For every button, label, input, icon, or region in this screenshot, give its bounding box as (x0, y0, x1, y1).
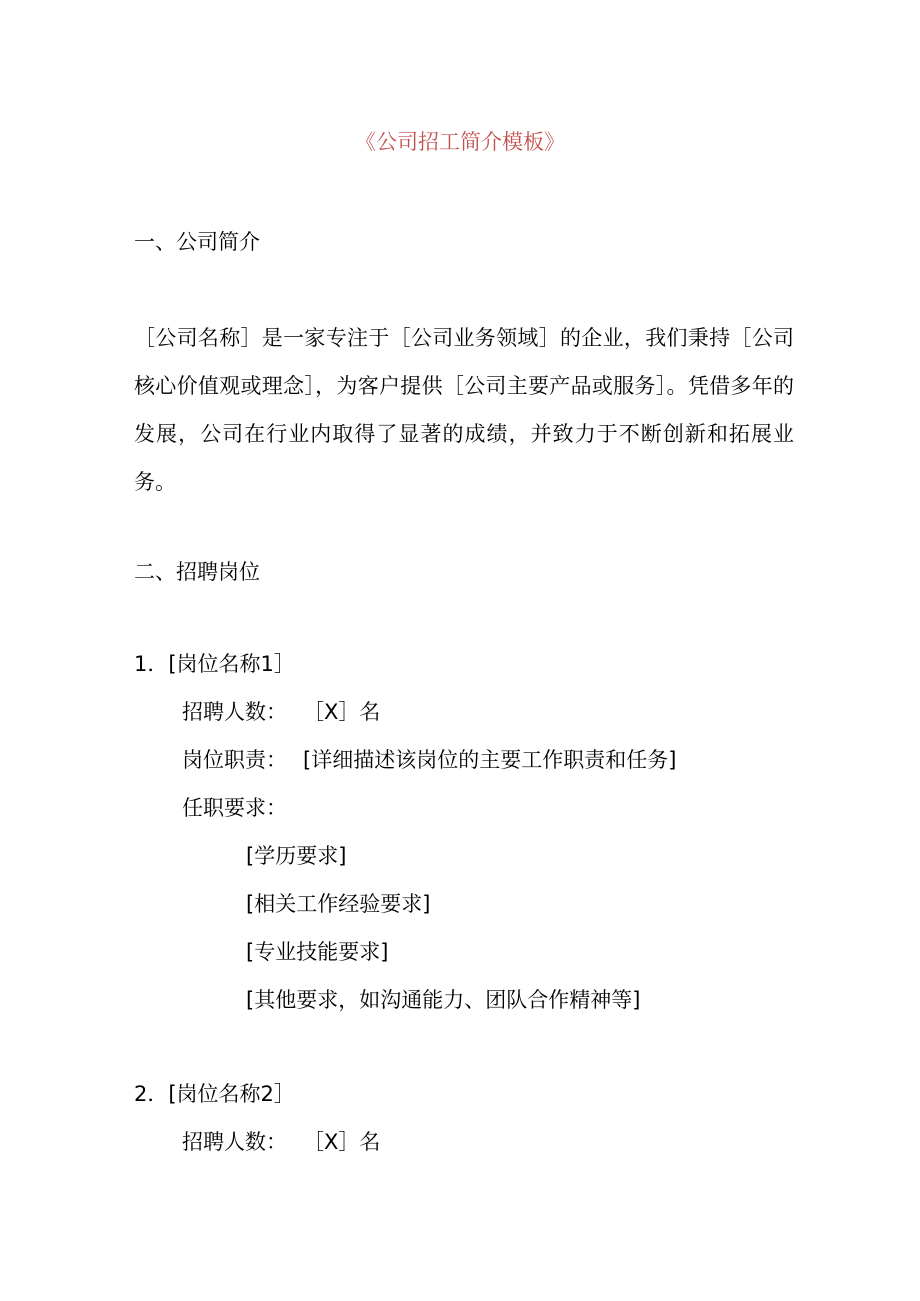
position-2-title: 2．[岗位名称2］ (134, 1082, 295, 1106)
headcount-label: 招聘人数： (182, 700, 287, 724)
requirement-item: [其他要求，如沟通能力、团队合作精神等] (246, 988, 641, 1012)
position-1-requirements-label: 任职要求： (182, 796, 287, 820)
position-2-headcount (182, 1124, 380, 1160)
section-heading-company-intro: 一、公司简介 (134, 230, 260, 254)
headcount-value: ［X］名 (303, 700, 381, 724)
position-1-headcount (182, 694, 380, 730)
requirement-item: [学历要求] (246, 844, 347, 868)
duty-value: [详细描述该岗位的主要工作职责和任务] (303, 748, 677, 772)
requirement-item: [专业技能要求] (246, 940, 389, 964)
section-heading-positions: 二、招聘岗位 (134, 560, 260, 584)
company-intro-paragraph: ［公司名称］是一家专注于［公司业务领域］的企业，我们秉持［公司核心价值观或理念］，为客户提供［公司主要产品或服务］。凭借多年的发展，公司在行业内取得了显著的成绩，并致力于不断创新和拓展业务。 (134, 326, 794, 494)
position-1-duty (182, 742, 676, 778)
position-1-title: 1．[岗位名称1］ (134, 652, 295, 676)
duty-label: 岗位职责： (182, 748, 287, 772)
headcount-label: 招聘人数： (182, 1130, 287, 1154)
headcount-value: ［X］名 (303, 1130, 381, 1154)
document-title: 《公司招工简介模板》 (355, 130, 565, 154)
requirement-item: [相关工作经验要求] (246, 892, 431, 916)
